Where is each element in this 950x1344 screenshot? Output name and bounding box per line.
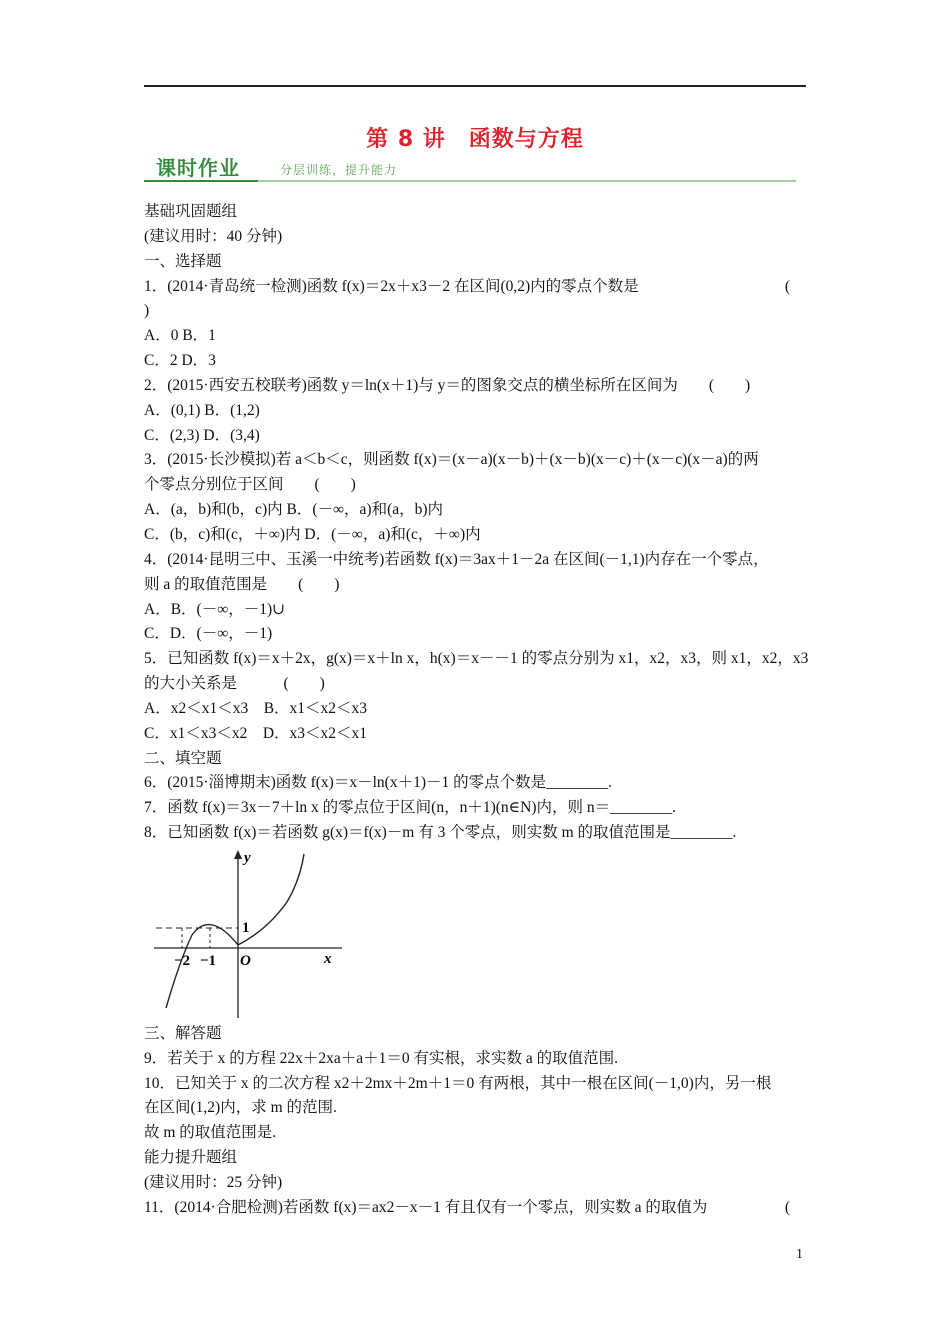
y-axis-label: y <box>244 849 251 866</box>
x-axis-label: x <box>324 950 332 967</box>
question-1-paren: ( <box>784 277 790 295</box>
header-rule <box>144 85 806 87</box>
banner-underline-dark <box>144 180 258 182</box>
question-4-options-ab: A．B．(－∞，－1)∪ <box>144 600 286 618</box>
question-11-text: 11．(2014·合肥检测)若函数 f(x)＝ax2－x－1 有且仅有一个零点，则实数 a 的取值为 <box>144 1198 708 1216</box>
time-hint-advanced: (建议用时：25 分钟) <box>144 1174 283 1191</box>
banner-label: 课时作业 <box>156 156 240 180</box>
function-graph-figure <box>144 846 808 1022</box>
question-4-cont: 则 a 的取值范围是 ( ) <box>144 575 340 593</box>
question-6: 6．(2015·淄博期末)函数 f(x)＝x－ln(x＋1)－1 的零点个数是________. <box>144 774 612 792</box>
question-10-answer: 故 m 的取值范围是. <box>144 1124 277 1142</box>
question-1 <box>144 275 808 300</box>
question-9: 9．若关于 x 的方程 22x＋2xa＋a＋1＝0 有实根，求实数 a 的取值范围. <box>144 1049 619 1067</box>
question-1-options-ab: A．0 B．1 <box>144 327 216 345</box>
page-number: 1 <box>796 1247 803 1262</box>
function-curve <box>166 854 304 1008</box>
question-5: 5．已知函数 f(x)＝x＋2x，g(x)＝x＋ln x，h(x)＝x－－1 的零点分别为 x1，x2，x3，则 x1，x2，x3 <box>144 650 809 668</box>
question-11 <box>144 1196 808 1221</box>
question-1-text: 1．(2014·青岛统一检测)函数 f(x)＝2x＋x3－2 在区间(0,2)内的零点个数是 <box>144 277 639 295</box>
question-4-options-cd: C．D．(－∞，－1) <box>144 625 273 643</box>
question-2-options-ab: A．(0,1) B．(1,2) <box>144 401 260 419</box>
question-10: 10．已知关于 x 的二次方程 x2＋2mx＋2m＋1＝0 有两根，其中一根在区间(－1,0)内，另一根 <box>144 1074 772 1092</box>
homework-banner <box>144 152 796 182</box>
x-tick-neg2: −2 <box>174 952 191 969</box>
question-5-options-ab: A．x2＜x1＜x3 B．x1＜x2＜x3 <box>144 699 368 717</box>
part-heading-fill: 二、填空题 <box>144 749 222 767</box>
x-tick-neg1: −1 <box>200 952 217 969</box>
question-2-options-cd: C．(2,3) D．(3,4) <box>144 426 260 444</box>
y-tick-1: 1 <box>242 919 250 936</box>
question-10-cont: 在区间(1,2)内，求 m 的范围. <box>144 1099 337 1117</box>
page-title: 第 8 讲 函数与方程 <box>366 127 584 152</box>
origin-label: O <box>240 952 251 969</box>
question-4: 4．(2014·昆明三中、玉溪一中统考)若函数 f(x)＝3ax＋1－2a 在区间(－1,1)内存在一个零点， <box>144 550 769 568</box>
question-8: 8．已知函数 f(x)＝若函数 g(x)＝f(x)－m 有 3 个零点，则实数 m 的取值范围是________. <box>144 824 737 842</box>
question-2: 2．(2015·西安五校联考)函数 y＝ln(x＋1)与 y＝的图象交点的横坐标所在区间为 ( ) <box>144 376 751 394</box>
banner-underline-light <box>258 180 796 182</box>
part-heading: 一、选择题 <box>144 252 222 270</box>
question-3-options-cd: C．(b，c)和(c，＋∞)内 D．(－∞，a)和(c，＋∞)内 <box>144 525 481 543</box>
question-3-options-ab: A．(a，b)和(b，c)内 B．(－∞，a)和(a，b)内 <box>144 501 444 519</box>
y-axis-arrow <box>234 850 242 859</box>
question-5-cont: 的大小关系是 ( ) <box>144 675 325 693</box>
question-7: 7．函数 f(x)＝3x－7＋ln x 的零点位于区间(n，n＋1)(n∈N)内，则 n＝________. <box>144 799 676 817</box>
part-heading-solve: 三、解答题 <box>144 1024 222 1042</box>
exercise-body <box>144 200 808 1221</box>
question-3-cont: 个零点分别位于区间 ( ) <box>144 476 356 494</box>
function-graph <box>152 850 352 1022</box>
section-heading-advanced: 能力提升题组 <box>144 1149 238 1167</box>
question-5-options-cd: C．x1＜x3＜x2 D．x3＜x2＜x1 <box>144 724 368 742</box>
question-1-options-cd: C．2 D．3 <box>144 352 216 370</box>
question-3: 3．(2015·长沙模拟)若 a＜b＜c，则函数 f(x)＝(x－a)(x－b)＋(x－b)(x－c)＋(x－c)(x－a)的两 <box>144 451 759 469</box>
time-hint: (建议用时：40 分钟) <box>144 227 283 245</box>
section-heading: 基础巩固题组 <box>144 203 238 220</box>
question-1-paren-close: ) <box>144 302 150 320</box>
banner-subtitle: 分层训练，提升能力 <box>280 163 398 177</box>
question-11-paren: ( <box>784 1198 790 1216</box>
